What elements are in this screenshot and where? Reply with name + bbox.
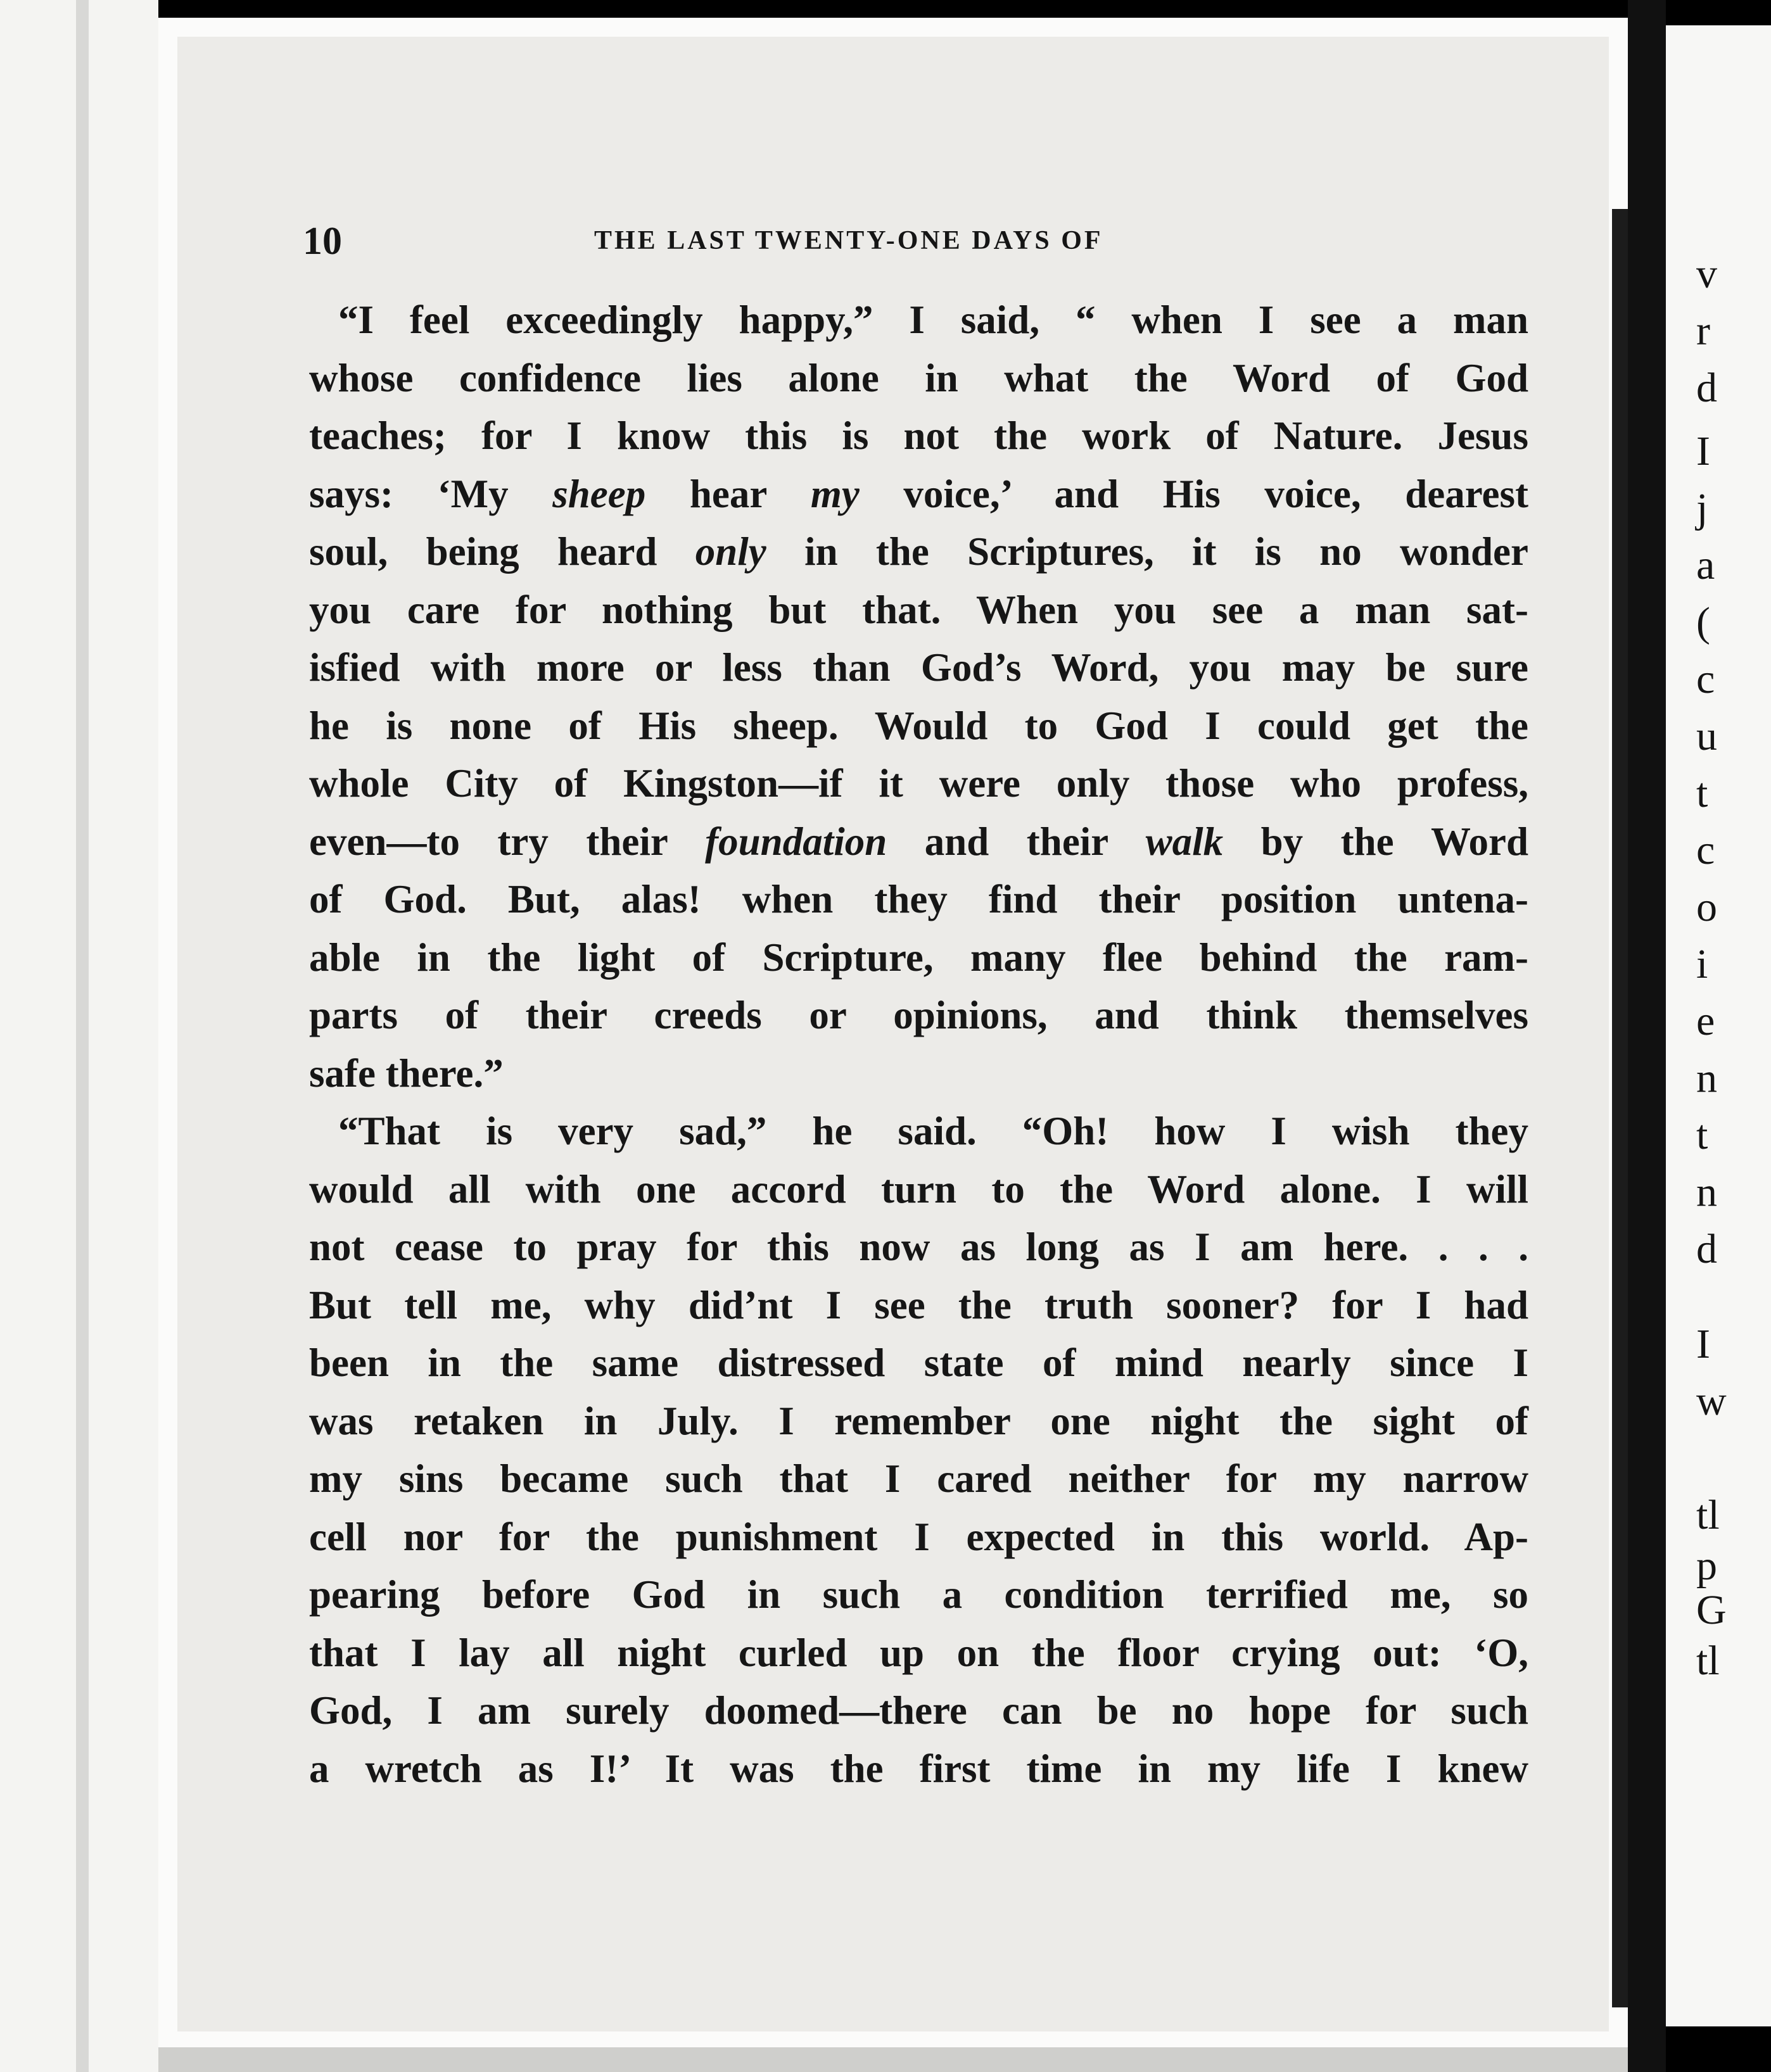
text-line: was retaken in July. I remember one night the sight of (309, 1398, 1528, 1443)
facing-page-letter: d (1696, 1226, 1717, 1272)
italic-word: foundation (705, 819, 887, 864)
text-line: he is none of His sheep. Would to God I could get the (309, 703, 1528, 748)
text-line: isfied with more or less than God’s Word, you may be sure (309, 645, 1528, 690)
facing-page-letter: I (1696, 428, 1710, 474)
facing-page-letter: n (1696, 1055, 1717, 1101)
text-line: safe there.” (309, 1051, 504, 1096)
text-line: that I lay all night curled up on the floor crying out: ‘O, (309, 1630, 1528, 1675)
text-segment: voice,’ and His voice, dearest (859, 471, 1528, 516)
text-line: “I feel exceedingly happy,” I said, “ when I see a man (338, 298, 1528, 342)
facing-page-letter: I (1696, 1321, 1710, 1367)
facing-page-letter: d (1696, 365, 1717, 411)
facing-page-letter: c (1696, 656, 1715, 702)
text-line: not cease to pray for this now as long as I am here. . . . (309, 1225, 1528, 1269)
facing-page-letter: e (1696, 998, 1715, 1044)
text-line: God, I am surely doomed—there can be no hope for such (309, 1688, 1528, 1733)
text-segment: says: ‘My (309, 471, 553, 516)
text-line (309, 813, 1528, 871)
left-board-edge (0, 0, 158, 2072)
bottom-page-edge (158, 2047, 1628, 2072)
text-segment: hear (645, 471, 811, 516)
facing-page-letter: v (1696, 251, 1717, 297)
text-line: cell nor for the punishment I expected in this world. Ap- (309, 1514, 1528, 1559)
text-segment: and their (887, 819, 1146, 864)
text-line: But tell me, why did’nt I see the truth sooner? for I had (309, 1282, 1528, 1327)
running-title: THE LAST TWENTY-ONE DAYS OF (594, 226, 1103, 255)
text-line: a wretch as I!’ It was the first time in my life I knew (309, 1746, 1528, 1791)
italic-word: walk (1145, 819, 1224, 864)
italic-word: sheep (552, 471, 646, 516)
book-gutter (1628, 0, 1666, 2072)
facing-page-letter: w (1696, 1378, 1727, 1424)
facing-page-letter: a (1696, 542, 1715, 588)
text-line: teaches; for I know this is not the work of Nature. Jesus (309, 414, 1528, 458)
facing-page-letter: t (1696, 770, 1708, 816)
running-head (303, 219, 1259, 263)
text-line: been in the same distressed state of mind nearly since I (309, 1341, 1528, 1385)
text-line: whole City of Kingston—if it were only those who profess, (309, 761, 1528, 805)
text-line: you care for nothing but that. When you see a man sat- (309, 587, 1528, 632)
text-segment: even—to try their (309, 819, 706, 864)
text-line: parts of their creeds or opinions, and think themselves (309, 993, 1528, 1037)
text-line: my sins became such that I cared neither for my narrow (309, 1456, 1528, 1501)
facing-page-letter: G (1696, 1587, 1727, 1633)
facing-page-letter: o (1696, 884, 1717, 930)
text-line (309, 523, 1528, 581)
text-line: pearing before God in such a condition terrified me, so (309, 1572, 1528, 1617)
text-line: of God. But, alas! when they find their position untena- (309, 877, 1528, 921)
facing-page-letter: j (1696, 485, 1708, 531)
body-text (309, 291, 1528, 1798)
text-line: able in the light of Scripture, many flee behind the ram- (309, 935, 1528, 980)
facing-page-letter: i (1696, 941, 1708, 987)
text-segment: in the Scriptures, it is no wonder (766, 529, 1528, 574)
text-line: whose confidence lies alone in what the Word of God (309, 355, 1528, 400)
text-segment: by the Word (1223, 819, 1528, 864)
text-line (309, 465, 1528, 524)
text-line: would all with one accord turn to the Word alone. I will (309, 1166, 1528, 1211)
text-line: “That is very sad,” he said. “Oh! how I wish they (338, 1109, 1528, 1153)
page-number: 10 (303, 220, 342, 263)
facing-page-letter: r (1696, 308, 1710, 354)
facing-page-letter: u (1696, 713, 1717, 759)
text-segment: soul, being heard (309, 529, 695, 574)
facing-page-letter: c (1696, 827, 1715, 873)
facing-page-letter: n (1696, 1169, 1717, 1215)
italic-word: my (810, 471, 860, 516)
facing-page-fragment (1666, 25, 1771, 2026)
facing-page-letter: tl (1696, 1638, 1720, 1684)
facing-page-letter: t (1696, 1112, 1708, 1158)
facing-page-letter: p (1696, 1543, 1717, 1589)
board-line (76, 0, 89, 2072)
italic-word: only (695, 529, 766, 574)
facing-page-letter: tl (1696, 1492, 1720, 1538)
facing-page-letter: ( (1696, 599, 1710, 645)
